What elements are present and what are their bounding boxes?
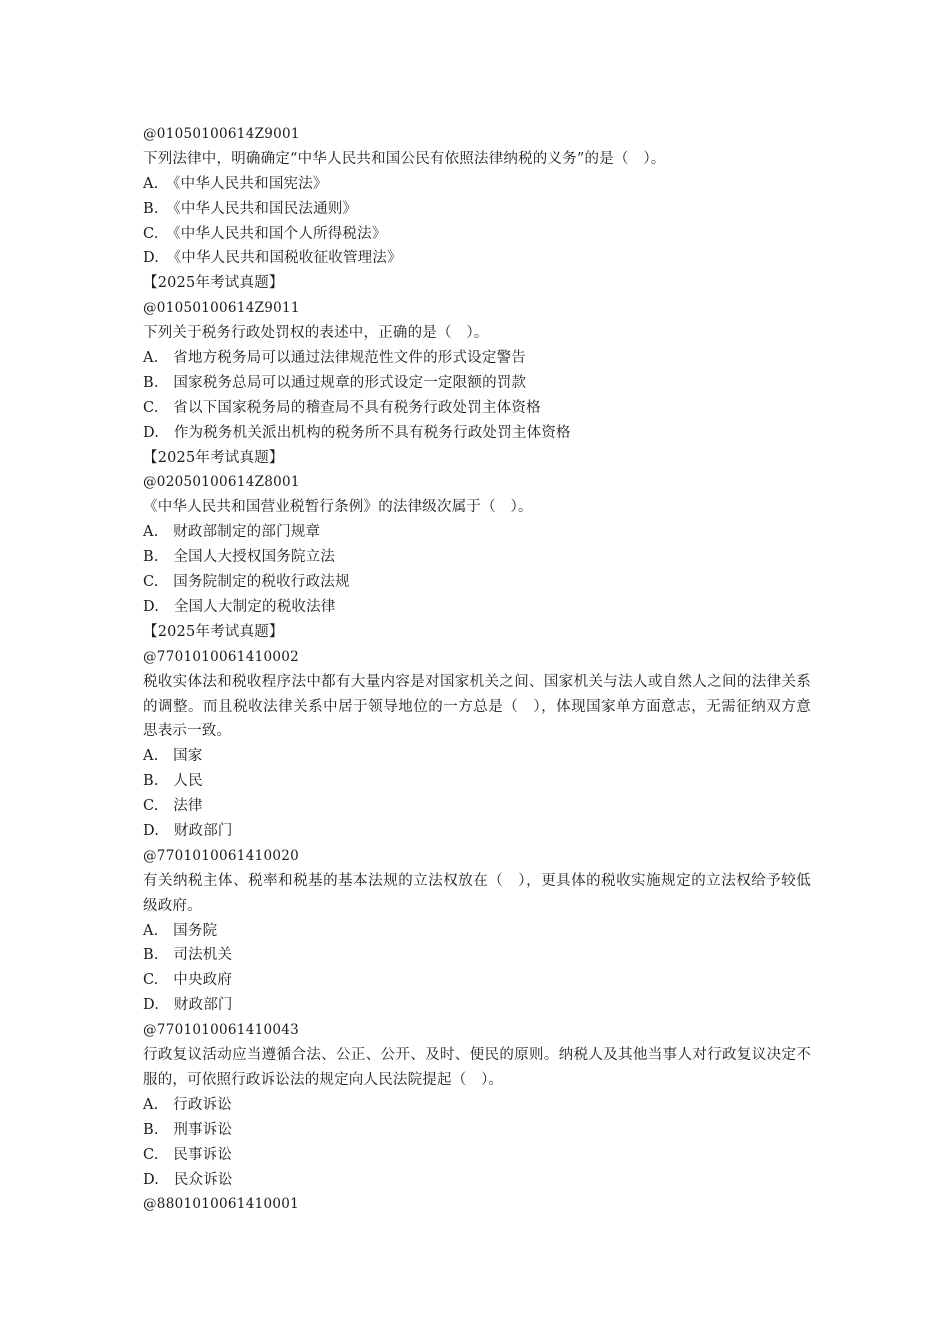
question-stem: 行政复议活动应当遵循合法、公正、公开、及时、便民的原则。纳税人及其他当事人对行政复议决定不服的，可依照行政诉讼法的规定向人民法院提起（ ）。 <box>143 1047 811 1088</box>
option-c: C. 民事诉讼 <box>143 1146 233 1163</box>
exam-tag: 【2025年考试真题】 <box>143 623 284 640</box>
option-d: D. 财政部门 <box>143 822 233 839</box>
option-a: A. 《中华人民共和国宪法》 <box>143 175 328 192</box>
option-c: C. 法律 <box>143 798 203 815</box>
exam-tag: 【2025年考试真题】 <box>143 449 284 466</box>
question-stem: 下列法律中，明确确定“中华人民共和国公民有依照法律纳税的义务”的是（ ）。 <box>143 150 666 167</box>
option-b: B. 刑事诉讼 <box>143 1121 233 1138</box>
question-stem: 有关纳税主体、税率和税基的基本法规的立法权放在（ ），更具体的税收实施规定的立法权给予较低级政府。 <box>143 872 811 914</box>
option-a: A. 行政诉讼 <box>143 1096 232 1113</box>
option-b: B. 《中华人民共和国民法通则》 <box>143 200 358 217</box>
option-a: A. 省地方税务局可以通过法律规范性文件的形式设定警告 <box>143 350 526 367</box>
question-code: @7701010061410002 <box>143 648 300 665</box>
option-d: D. 作为税务机关派出机构的税务所不具有税务行政处罚主体资格 <box>143 424 571 441</box>
option-b: B. 司法机关 <box>143 947 233 964</box>
document-body <box>143 122 811 1217</box>
exam-tag: 【2025年考试真题】 <box>143 275 284 292</box>
option-c: C. 《中华人民共和国个人所得税法》 <box>143 225 387 242</box>
option-d: D. 《中华人民共和国税收征收管理法》 <box>143 250 402 267</box>
question-code: @02050100614Z8001 <box>143 474 300 491</box>
option-d: D. 财政部门 <box>143 997 233 1014</box>
question-code: @7701010061410043 <box>143 1022 300 1039</box>
option-a: A. 国家 <box>143 748 203 765</box>
option-c: C. 国务院制定的税收行政法规 <box>143 574 350 591</box>
option-b: B. 全国人大授权国务院立法 <box>143 549 336 566</box>
question-code: @7701010061410020 <box>143 847 300 864</box>
question-stem: 《中华人民共和国营业税暂行条例》的法律级次属于（ ）。 <box>143 499 533 516</box>
option-d: D. 民众诉讼 <box>143 1171 233 1188</box>
question-code: @01050100614Z9011 <box>143 300 300 317</box>
option-c: C. 省以下国家税务局的稽查局不具有税务行政处罚主体资格 <box>143 399 541 416</box>
option-a: A. 财政部制定的部门规章 <box>143 524 321 541</box>
option-b: B. 国家税务总局可以通过规章的形式设定一定限额的罚款 <box>143 374 527 391</box>
option-b: B. 人民 <box>143 773 203 790</box>
option-c: C. 中央政府 <box>143 972 233 989</box>
question-stem: 下列关于税务行政处罚权的表述中，正确的是（ ）。 <box>143 325 489 342</box>
question-code: @01050100614Z9001 <box>143 126 300 142</box>
option-d: D. 全国人大制定的税收法律 <box>143 598 336 615</box>
option-a: A. 国务院 <box>143 922 218 939</box>
question-stem: 税收实体法和税收程序法中都有大量内容是对国家机关之间、国家机关与法人或自然人之间的法律关系的调整。而且税收法律关系中居于领导地位的一方总是（ ），体现国家单方面意志，无需征纳双方意思表示一致。 <box>143 673 811 740</box>
question-code: @8801010061410001 <box>143 1196 300 1213</box>
